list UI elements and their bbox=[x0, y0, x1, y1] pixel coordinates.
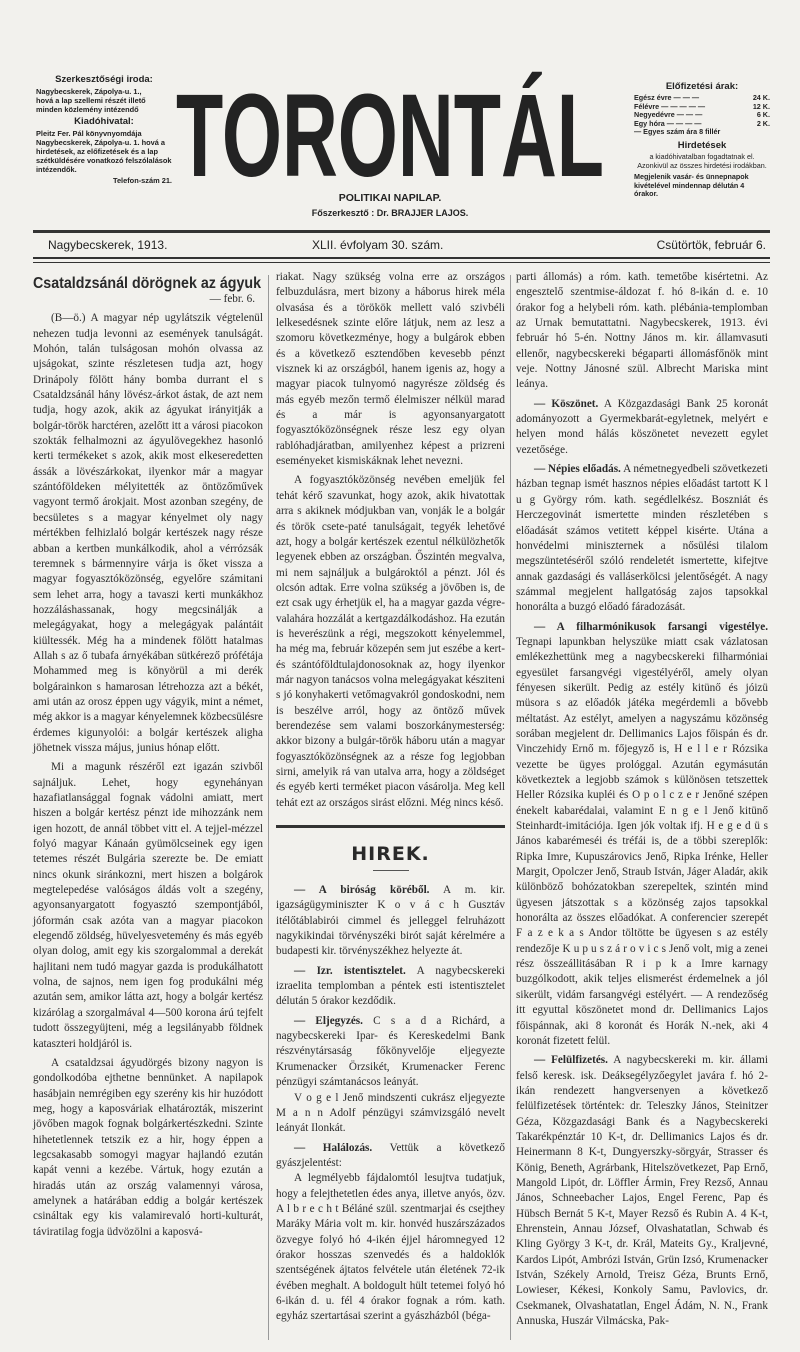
price-value: 24 K. bbox=[752, 93, 770, 102]
news-lead: — A biróság köréből. bbox=[294, 884, 430, 897]
article-date: — febr. 6. bbox=[209, 293, 255, 305]
editor-in-chief: Főszerkesztő : Dr. BRAJJER LAJOS. bbox=[311, 208, 469, 218]
subscription-info bbox=[634, 80, 770, 199]
article-paragraph: riakat. Nagy szükség volna erre az országos felbuzdulásra, mert bizony a háborus hirek méla olvasása és a törökök mellett való szivbéli lelkesedésnek szinte előre látjuk, nem az lesz a szomoru következménye, hogy a bulgárok ebben és a következő esztendőben kevesebb pénzt visznek ki az országból, hanem igenis az, hogy a magyar piacok tulnyomó nagyrésze zöldség és más egyéb mezőn termő élelmiszer nélkül marad és a már is agyonsanyargatott fogyasztóközönségnek része lesz egy olyan rablóhadjáratban, amilyenhez képest a prizreni eseményeket kismiskáknak lehet nevezni. bbox=[276, 271, 505, 468]
single-issue-price: — Egyes szám ára 8 fillér bbox=[634, 127, 721, 137]
masthead-title: TORONTÁL bbox=[176, 70, 604, 186]
news-text: A m. kir. igazságügyminiszter K o v á c h Gusztáv itélőtáblabirói cimmel és jelleggel felruházott nagykikindai törvényszéki birót saját kérelmére a budapesti kir. törvényszékhez helyezte át. bbox=[276, 884, 505, 958]
column-divider bbox=[268, 275, 269, 1340]
column-divider bbox=[510, 275, 511, 1340]
news-item bbox=[516, 1053, 768, 1329]
dateline-rule bbox=[33, 257, 770, 259]
article-paragraph: A csataldzsai ágyudörgés bizony nagyon is gondolkodóba ejthetne bennünket. A napilapok hasábjain nemrégiben egy szerény kis hir huzódott meg, hogy a kaposváriak elhatározták, miszerint jövőben magok fognak bolgárkertészkedni. Szinte hihetetlennek tetszik ez a hir, hogy éppen a legcsakasabb somogyi magyar hajlandó ezután kapát venni a kezébe. Vártuk, hogy ezután a hiradás után az ország valamennyi városa, amelynek a határában eddig a bolgár kertészek csináltak egy kis valamirevaló horti-kulturát, táviratilag fogja üdvözölni a kaposvá- bbox=[33, 1056, 263, 1238]
ads-heading: Hirdetések bbox=[677, 139, 727, 151]
prices-heading: Előfizetési árak: bbox=[665, 81, 739, 92]
dateline bbox=[40, 237, 770, 253]
newspaper-masthead bbox=[176, 64, 604, 186]
column-3 bbox=[516, 270, 768, 1329]
article-title-svg bbox=[33, 272, 263, 292]
news-lead: — A filharmónikusok farsangi vigestélye. bbox=[534, 620, 768, 633]
news-lead: — Eljegyzés. bbox=[294, 1014, 363, 1027]
news-text: A nagybecskereki m. kir. állami felső keresk. isk. Deáksegélyzőegylet javára f. hó 2-ikán rendezett hangversenyen a következő felülfizetések történtek: dr. Teleszky János, Steinitzer Géza, Közgazdasági Bank és a Nagybecskereki Takarékpénztár 10 K-t, dr. Dellimanics Lajos és dr. Heinermann 8 K-t, Dungyerszky-sörgyár, Strasser és König, Beneth, Agrárbank, Hitelszövetkezet, Pap Ernő, Mangold Lipót, dr. Löffler Ármin, Frey Rezső, Annau János, Schneebacher Lajos, Engel Ferenc, Pap és Hübsch Bernát 5 K-t, Mayer Rezső és Rubin A. 4 K-t, Ehrenstein, Annau József, Olvashatatlan, Schwab és Kling György 3 K-t, dr. Král, Mateits Gy., Kraljevné, Kardos Lipót, Ambrózi István, Grün Izsó, Krumenacker István, Székely Arnold, Treisz Géza, Brunts Ernő, Lowieser, Kékesi, Konkoly Samu, Pavlovics, dr. Csekmanek, Olvashatatlan, Engel Ádám, N. N., Frank Annuska, Huszár Vilmácska, Pak- bbox=[516, 1054, 768, 1328]
news-lead: — Felülfizetés. bbox=[534, 1054, 608, 1067]
article-paragraph: (B—ö.) A magyar nép ugylátszik végtelenül nehezen tudja levonni az események tanulságát. Mohón, talán tulságosan mohón olvassa az ujságokat, szinte részletesen tudja azt, hogy Drinápoly fölött hány bomba durrant el s Csataldzsánál hány lövész-árkot ástak, de azt nem tudja, hogy azok, akik az ágyukat irányitják a bolgár-török harctéren, azelőtt itt a városi piacokon szokták felhalmozni az ágyulövegekhez hasonló kerti termékeket s azok, akik most elkeseredetten ássák a lövészárkokat, ilyenkor már a magyar szántóföldeken mélyitették az öntözőművek vagyont termő árokjait. Most azonban szegény, de becsületes s a magyar kényelmet oly nagy mértékben felhizlaló bolgár kertészek nagy része abban a kertben munkálkodik, ahol a vérrózsák teremnek s bármennyire várja is őket vissza a magyar fogyasztóközönség, egyelőre számitani sem lehet arra, hogy a tavaszi kerti munkákhoz hozzáláshassanak, hogy megcsinálják a melegágyakat, hogy a melegágyak palántáit kiültessék. Még ha a mindenek fölött hatalmas Allah s az ő tubafa árnyékában sütkérező prófétája Mohammed meg is könyörül a mi derék bolgárainkon s hamarosan létrehozza azt a békét, ami után az orosz éppen ugy vágyik, mint a német, még akkor is a magyar kényelemnek közbecsülésre érdemes kigunyolói: a bolgár kertészek aligha jöhetnek vissza május, junius hónap előtt. bbox=[33, 312, 263, 754]
column-1 bbox=[33, 270, 263, 1240]
news-lead: — Köszönet. bbox=[534, 397, 599, 410]
news-heading: HIREK. bbox=[351, 843, 430, 866]
masthead-subtitle: POLITIKAI NAPILAP. bbox=[338, 192, 442, 204]
article-title: Csataldzsánál dörögnek az ágyuk bbox=[33, 275, 262, 292]
news-text: parti állomás) a róm. kath. temetőbe kisértetni. Az engesztelő szentmise-áldozat f. hó 8-ikán d. e. 10 órakor fog a helybeli róm. kath. plébánia-templomban az Urnak bemutattatni. Nagybecskerek, 1913. évi február hó 5-én. Nottny János m. kir. államvasuti ellenőr, nagybecskereki bégaparti állomásfőnök mint veje. Nottny Jánosné szül. Albrecht Mariska mint leánya. bbox=[516, 271, 768, 391]
news-item bbox=[516, 270, 768, 393]
column-2 bbox=[276, 270, 505, 1325]
news-text: V o g e l Jenő mindszenti cukrász eljegyezte M a n n Adolf pénzügyi számvizsgáló nevelt leányát Ilonkát. bbox=[276, 1091, 505, 1135]
article-paragraph: Mi a magunk részéről ezt igazán szivből sajnáljuk. Lehet, hogy egynehányan hazafiatlansággal fognak vádolni amiatt, mert hiszen a bolgár kertész pénzt ide mihozzánk nem igen hozott, de annál többet vitt el. A tejjel-mézzel folyó magyar Kánaán gyümölcseinek egy igen tetemes részét Bulgária szerezte be. De emiatt nincs okunk siránkozni, mert hiszen a bolgárok megtelepedése valóságos áldás volt a szegény, agyonsanyargatott fogyasztó szempontjából, jóformán csak azóta van a magyar piacokon elegendő zöldség, hüvelyesvetemény és más egyéb olyan dolog, amit egy kis szorgalommal a derekát hajlitani nem tudó magyar gazda is produkálhatott volna, de sajnos, nem igen fog produkálni még azután sem, amikor látta azt, hogy a bolgár kertész kizárólag a szorgalmával 4—500 korona árú tejfelt tudott összegyüjteni, még a legsilányabb földnek kataszteri holdjáról is. bbox=[33, 761, 263, 1050]
news-text: A legmélyebb fájdalomtól lesujtva tudatjuk, hogy a felejthetetlen édes anya, illetve anyós, özv. A l b r e c h t Béláné szül. szentmarjai és csejthey Maráky Mária volt m. kir. honvéd huszárszázados özvegye folyó hó 4-ikén éjjel háromnegyed 12 órakor hosszas szenvedés és a haldoklók szentségének ájtatos felvétele után életének 72-ik évében meghalt. A boldogult hült tetemei folyó hó 6-ikán d. u. fél 4 órakor fognak a róm. kath. egyház szertartásai szerint a gyászházból (béga- bbox=[276, 1172, 505, 1323]
dateline-rule-thin bbox=[33, 262, 770, 263]
news-item bbox=[276, 1091, 505, 1137]
section-rule bbox=[276, 825, 505, 828]
place-year: Nagybecskerek, 1913. bbox=[48, 238, 168, 252]
news-lead: — Halálozás. bbox=[294, 1141, 373, 1154]
price-label: Félévre — — — — — bbox=[634, 101, 706, 111]
price-value: 2 K. bbox=[756, 118, 770, 128]
news-text: Tegnapi lapunkban helyszüke miatt csak vázlatosan emlékezhettünk meg a nagybecskereki filharmóniai egyesület farsangvégi vigestélyéről, amely olyan fényesen sikerült. Pedig az estély kitünő és jóizü müsora s az előadók játéka megérdemli a bővebb méltatást. Az estélyt, amelyen a nagyszámu közönség sorában megjelent dr. Dellimanics Lajos főispán és dr. Vinczehidy Ernő m. főjegyző is, H e l l e r Rózsika vezette be ügyes prológgal. Azután egymásután következtek a legjobb számok s különösen tetszettek Heller Rózsika kupléi és O p o l c z e r Jenőné szépen énekelt kabarédalai, valamint E n g e l Jenő kitünő Steinhardt-imitációja. Igen jók voltak ifj. H e g e d ü s János kabarémeséi és tréfái is, de a többi szereplők: Ripka Imre, Kupuszárovics Jenő, Ripka Irénke, Heller Margit, Opolczer Jenő, Straub István, Jáger Aladár, akik különböző bohózatokban szerepeltek, szintén mind ügyesen játszottak s a közönség zajos tapsokkal honorálta az összes előadókat. A conferencier szerepét F a z e k a s Andor töltötte be ügyesen s az estély rendezője K u p u s z á r o v i c s Jenő volt, mig a zenei rész összeállitásában R i p k a Imre karnagy buzgólkodott, akik teljes elismerést érdemelnek a jól sikerült, vidám farsangvégi estélyért. — A rendezőség itt egyuttal köszönetet mond dr. Dellimanics Lajos főispánnak, aki 8 koronát és Horák N.-nek, aki 4 koronát fizetett felül. bbox=[516, 635, 768, 1047]
news-item bbox=[516, 462, 768, 615]
price-label: Egész évre — — — bbox=[634, 93, 700, 102]
news-text: A németnegyedbeli szövetkezeti házban tegnap ismét hasznos népies előadást tartott K l u g György róm. kath. segédlelkész. Boszniát és Herczegovinát ismertette minden részletében s előadását számos vetitett képpel kisérte. Utána a honvédelmi miniszternek a nősülési tilalom megszüntetéséről szóló rendeletét ismertette, kifejtve annak gazdasági és valláserkölcsi jelentőségét. A nagy számmal megjelent hallgatóság zajos tapsokkal honorálta a buzgó előadó fáradozását. bbox=[516, 463, 768, 614]
news-item bbox=[276, 1171, 505, 1324]
price-value: 6 K. bbox=[756, 110, 770, 120]
news-text: Vettük a következő gyászjelentést: bbox=[276, 1141, 505, 1169]
price-value: 12 K. bbox=[752, 101, 770, 111]
phone-number: Telefon-szám 21. bbox=[112, 176, 172, 185]
article-title-box bbox=[33, 272, 263, 292]
news-item bbox=[276, 883, 505, 960]
news-item bbox=[276, 1014, 505, 1091]
heading-underline bbox=[373, 870, 409, 871]
news-text: A Közgazdasági Bank 25 koronát adományozott a Gyermekbarát-egyletnek, melyért e helyen mond hálás köszönetet nevezett egylet vezetősége. bbox=[516, 397, 768, 456]
article-paragraph: A fogyasztóközönség nevében emeljük fel tehát kérő szavunkat, hogy azok, akik hivatottak arra s akiknek módjukban van, vonják le a bolgár és török csete-paté tanulságait, tegyék lehetővé azt, hogy a bolgár kertészek ezentul nélkülözhetők legyenek ebben az országban. Őszintén megvalva, mi nem sajnáljuk a bulgároktól a pénzt. Jól és olcsón adtak. Erre volna szükség a jövőben is, de ezt csak ugy érhetjük el, ha a magyar gazda végre-valahára hozzálát a kertgazdálkodáshoz. Ha ezután is heverészünk a régi, megszokott kényelemmel, ha még ma, február közepén sem jut eszébe a kert- és szántóföldtulajdonosoknak az, hogy ilyenkor már nagyon tanácsos volna melegágyakat késziteni s jó konyhakerti vetőmagvakról gondoskodni, nem is beszélve arról, hogy az öntöző művek berendezése sem valami boszorkánymesterség: akkor bizony a bulgár-török háboru után a magyar fogyasztóközönségnek az a része fog legjobban sirni, amelyik rá van utalva arra, hogy a zöldséget és egyéb kerti terméket piacon vásárolja. Meg kell tehát ezt az országos sirást előzni. Még nincs késő. bbox=[276, 474, 505, 809]
news-text: A nagybecskereki izraelita templomban a péntek esti istentisztelet délután 5 órakor kezdődik. bbox=[276, 964, 506, 1008]
news-text: C s a d a Richárd, a nagybecskereki Ipar- és Kereskedelmi Bank részvénytársaság főkönyvelője eljegyezte Krumenacker Örzsikét, Krumenacker Ferenc pénzügyi számtanácsos leányát. bbox=[276, 1014, 505, 1089]
publisher-heading: Kiadóhivatal: bbox=[74, 116, 134, 127]
price-label: Negyedévre — — — bbox=[634, 110, 703, 120]
price-label: Egy hóra — — — — bbox=[634, 118, 702, 128]
weekday-date: Csütörtök, február 6. bbox=[656, 238, 766, 252]
editorial-office-info bbox=[36, 72, 172, 185]
news-lead: — Népies előadás. bbox=[534, 463, 621, 476]
header-rule bbox=[33, 230, 770, 233]
news-item bbox=[276, 1141, 505, 1172]
volume-issue: XLII. évfolyam 30. szám. bbox=[312, 238, 444, 252]
publisher-text: Pleitz Fer. Pál könyvnyomdája Nagybecskerek, Zápolya-u. 1. hová a hirdetések, az előfizetések és a lap szétküldésére vonatkozó felszólalások intézendők. bbox=[36, 129, 172, 174]
ads-text: a kiadóhivatalban fogadtatnak el. Azonkivül az összes hirdetési irodákban. bbox=[637, 151, 767, 170]
office-note: hová a lap szellemi részét illető minden közlemény intézendő bbox=[36, 96, 146, 114]
news-item bbox=[516, 620, 768, 1050]
publication-schedule: Megjelenik vasár- és ünnepnapok kivételével mindennap délután 4 órakor. bbox=[634, 172, 749, 199]
news-item bbox=[516, 397, 768, 458]
news-lead: — Izr. istentisztelet. bbox=[294, 964, 406, 977]
office-address: Nagybecskerek, Zápolya-u. 1., bbox=[36, 87, 142, 96]
news-item bbox=[276, 964, 505, 1010]
office-heading: Szerkesztőségi iroda: bbox=[55, 74, 153, 85]
